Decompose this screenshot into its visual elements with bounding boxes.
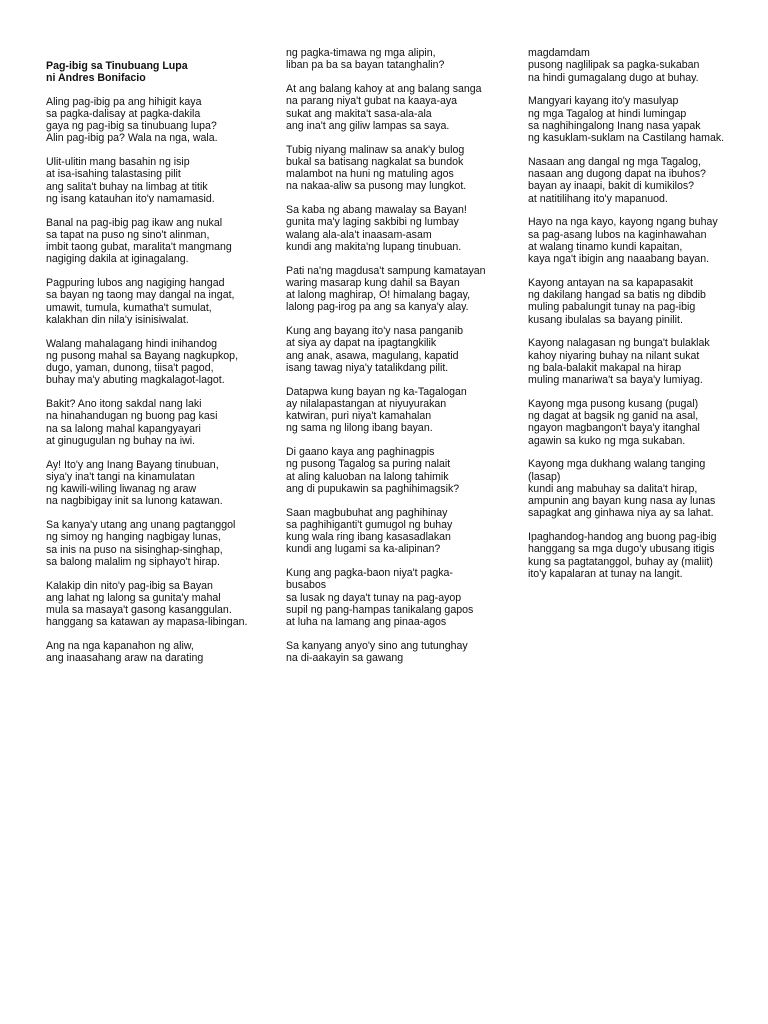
- poem-line: sa pag-asang lubos na kaginhawahan: [528, 228, 707, 241]
- poem-line: hanggang sa mga dugo'y ubusang itigis: [528, 543, 715, 556]
- poem-line: Kalakip din nito'y pag-ibig sa Bayan: [46, 579, 213, 592]
- poem-line: buhay ma'y abuting magkalagot-lagot.: [46, 374, 225, 387]
- poem-line: na hinahandugan ng buong pag kasi: [46, 410, 218, 423]
- poem-line: at walang tinamo kundi kapaitan,: [528, 240, 683, 253]
- poem-line: Tubig niyang malinaw sa anak'y bulog: [286, 143, 465, 156]
- poem-line: ang di pupukawin sa paghihimagsik?: [286, 482, 460, 495]
- poem-line: ay nilalapastangan at niyuyurakan: [286, 397, 447, 410]
- poem-line: ng isang katauhan ito'y namamasid.: [46, 192, 215, 205]
- poem-line: Ang na nga kapanahon ng aliw,: [46, 640, 194, 652]
- stanza: [286, 325, 490, 374]
- stanza: [528, 531, 732, 580]
- poem-line: ngayon magbangon't baya'y itanghal: [528, 422, 700, 435]
- poem-line: sa naghihingalong Inang nasa yapak: [528, 119, 701, 132]
- poem-line: ampunin ang bayan kung nasa ay lunas: [528, 495, 716, 507]
- stanza: [46, 217, 250, 266]
- poem-line: gaya ng pag-ibig sa tinubuang lupa?: [46, 120, 217, 132]
- poem-line: at natitilihang ito'y mapanuod.: [528, 192, 668, 205]
- poem-line: at ginugugulan ng buhay na iwi.: [46, 434, 196, 447]
- poem-line: Kung ang pagka-baon niya't pagka-busabos: [286, 567, 453, 592]
- stanza: [46, 580, 250, 629]
- stanza: [528, 277, 732, 326]
- poem-line: agawin sa kuko ng mga sukaban.: [528, 434, 686, 447]
- poem-line: ang ina't ang giliw lampas sa saya.: [286, 119, 450, 132]
- poem-line: kaya nga't ibigin ang naaabang bayan.: [528, 253, 710, 265]
- poem-line: kusang ibulalas sa bayang pinilit.: [528, 313, 683, 326]
- poem-line: Ay! Ito'y ang Inang Bayang tinubuan,: [46, 458, 219, 471]
- poem-line: ang anak, asawa, magulang, kapatid: [286, 349, 459, 362]
- stanza: [46, 156, 250, 205]
- poem-line: mula sa masaya't gasong kasanggulan.: [46, 604, 232, 616]
- stanza: [46, 459, 250, 508]
- stanza: [286, 144, 490, 193]
- poem-line: at aling kaluoban na lalong tahimik: [286, 470, 449, 483]
- poem-line: sa balong malalim ng siphayo't hirap.: [46, 555, 220, 568]
- poem-line: Kayong mga pusong kusang (pugal): [528, 397, 699, 410]
- stanza: [46, 398, 250, 447]
- poem-line: bayan ay inaapi, bakit di kumikilos?: [528, 180, 695, 193]
- poem-line: ng kawili-wiling liwanag ng araw: [46, 483, 197, 495]
- poem-line: at luha na lamang ang pinaa-agos: [286, 616, 447, 628]
- poem-line: kundi ang lugami sa ka-alipinan?: [286, 543, 441, 556]
- stanza: [286, 507, 490, 556]
- poem-line: ng kasuklam-suklam na Castilang hamak.: [528, 132, 725, 144]
- poem-line: supil ng pang-hampas tanikalang gapos: [286, 603, 474, 616]
- stanza: [46, 338, 250, 387]
- poem-line: sa paghihiganti't gumugol ng buhay: [286, 518, 453, 531]
- poem-line: at lalong maghirap, O! himalang bagay,: [286, 289, 471, 301]
- poem-line: ng dagat at bagsik ng ganid na asal,: [528, 410, 699, 422]
- poem-line: Hayo na nga kayo, kayong ngang buhay: [528, 216, 718, 229]
- poem-column-1: [46, 60, 250, 676]
- poem-line: ng dakilang hangad sa batis ng dibdib: [528, 289, 706, 301]
- poem-line: Pati na'ng magdusa't sampung kamatayan: [286, 264, 486, 277]
- stanza: [46, 96, 250, 145]
- stanza: [286, 83, 490, 132]
- poem-line: muling manariwa't sa baya'y lumiyag.: [528, 374, 703, 386]
- poem-line: Banal na pag-ibig pag ikaw ang nukal: [46, 216, 223, 229]
- poem-line: ito'y kapalaran at tunay na langit.: [528, 567, 683, 580]
- poem-line: sa inis na puso na sisinghap-singhap,: [46, 543, 223, 556]
- poem-line: siya'y ina't tangi na kinamulatan: [46, 470, 195, 483]
- poem-line: Bakit? Ano itong sakdal nang laki: [46, 398, 202, 410]
- poem-line: ng pagka-timawa ng mga alipin,: [286, 47, 436, 59]
- poem-line: sa lusak ng daya't tunay na pag-ayop: [286, 591, 462, 604]
- stanza: [286, 446, 490, 495]
- poem-line: ng pusong mahal sa Bayang nagkupkop,: [46, 349, 239, 362]
- poem-line: Alin pag-ibig pa? Wala na nga, wala.: [46, 132, 218, 145]
- poem-line: Sa kanyang anyo'y sino ang tutunghay: [286, 639, 468, 652]
- poem-line: isang tawag niya'y tatalikdang pilit.: [286, 361, 449, 374]
- poem-line: at siya ay dapat na ipagtangkilik: [286, 337, 437, 350]
- poem-line: Aling pag-ibig pa ang hihigit kaya: [46, 95, 202, 108]
- poem-line: na nakaa-aliw sa pusong may lungkot.: [286, 180, 467, 193]
- stanza: [528, 458, 732, 519]
- stanza: [286, 567, 490, 628]
- poem-line: walang ala-ala't inaasam-asam: [286, 228, 432, 241]
- poem-line: nagiging dakila at iginagalang.: [46, 253, 189, 266]
- poem-line: lalong pag-irog pa ang sa kanya'y alay.: [286, 301, 469, 314]
- poem-line: ng sama ng lilong ibang bayan.: [286, 422, 433, 435]
- poem-line: kung wala ring ibang kasasadlakan: [286, 531, 451, 543]
- poem-line: Nasaan ang dangal ng mga Tagalog,: [528, 155, 701, 168]
- poem-line: At ang balang kahoy at ang balang sanga: [286, 83, 482, 95]
- stanza: [286, 386, 490, 435]
- poem-line: ang inaasahang araw na darating: [46, 652, 204, 665]
- stanza: [286, 47, 490, 72]
- poem-line: ng pusong Tagalog sa puring nalait: [286, 458, 451, 471]
- stanza: [286, 640, 490, 665]
- poem-column-2: [286, 47, 490, 676]
- poem-line: na hindi gumagalang dugo at buhay.: [528, 71, 699, 84]
- poem-line: katwiran, puri niya't kamahalan: [286, 410, 432, 422]
- stanza: [528, 337, 732, 386]
- stanza: [46, 640, 250, 665]
- poem-line: Ulit-ulitin mang basahin ng isip: [46, 156, 190, 168]
- poem-column-3: [528, 47, 732, 592]
- poem-line: Kayong mga dukhang walang tanging (lasap): [528, 458, 706, 483]
- poem-line: Mangyari kayang ito'y masulyap: [528, 95, 679, 108]
- poem-line: nasaan ang dugong dapat na ibuhos?: [528, 168, 706, 180]
- poem-line: kahoy niyaring buhay na nilant sukat: [528, 349, 700, 362]
- poem-line: hanggang sa katawan ay mapasa-libingan.: [46, 616, 248, 629]
- poem-author: ni Andres Bonifacio: [46, 72, 146, 85]
- poem-header: [46, 60, 250, 85]
- poem-line: sukat ang makita't sasa-ala-ala: [286, 107, 432, 120]
- stanza: [528, 95, 732, 144]
- poem-line: Sa kaba ng abang mawalay sa Bayan!: [286, 204, 467, 216]
- poem-line: na parang niya't gubat na kaaya-aya: [286, 95, 458, 108]
- poem-line: ang lahat ng lalong sa gunita'y mahal: [46, 591, 221, 604]
- poem-line: kundi ang makita'ng lupang tinubuan.: [286, 240, 462, 253]
- poem-line: imbit taong gubat, maralita't mangmang: [46, 241, 232, 253]
- poem-line: kundi ang mabuhay sa dalita't hirap,: [528, 482, 698, 495]
- poem-line: na sa lalong mahal kapangyayari: [46, 422, 201, 435]
- poem-line: kalakhan din nila'y isinisiwalat.: [46, 313, 189, 326]
- stanza: [46, 277, 250, 326]
- poem-line: Di gaano kaya ang paghinagpis: [286, 446, 435, 458]
- stanza: [528, 216, 732, 265]
- stanza: [286, 204, 490, 253]
- poem-line: na nagbibigay init sa lunong katawan.: [46, 495, 223, 508]
- poem-line: gunita ma'y laging sakbibi ng lumbay: [286, 216, 459, 229]
- poem-line: sapagkat ang ginhawa niya ay sa lahat.: [528, 507, 714, 520]
- poem-line: bukal sa batisang nagkalat sa bundok: [286, 155, 464, 168]
- poem-line: sa bayan ng taong may dangal na ingat,: [46, 289, 235, 302]
- poem-line: Datapwa kung bayan ng ka-Tagalogan: [286, 385, 467, 398]
- poem-line: ng simoy ng hanging nagbigay lunas,: [46, 531, 221, 544]
- poem-title: Pag-ibig sa Tinubuang Lupa: [46, 60, 188, 72]
- poem-line: umawit, tumula, kumatha't sumulat,: [46, 301, 212, 314]
- stanza: [528, 47, 732, 84]
- poem-line: Kung ang bayang ito'y nasa panganib: [286, 325, 463, 337]
- stanza: [528, 398, 732, 447]
- poem-line: ang salita't buhay na limbag at titik: [46, 180, 208, 193]
- poem-line: dugo, yaman, dunong, tiisa't pagod,: [46, 362, 214, 374]
- poem-line: Saan magbubuhat ang paghihinay: [286, 506, 448, 519]
- poem-line: na di-aakayin sa gawang: [286, 652, 404, 664]
- poem-line: kung sa pagtatanggol, buhay ay (maliit): [528, 555, 713, 568]
- poem-line: waring masarap kung dahil sa Bayan: [286, 276, 460, 289]
- poem-line: Kayong nalagasan ng bunga't bulaklak: [528, 337, 710, 350]
- poem-line: Sa kanya'y utang ang unang pagtanggol: [46, 519, 236, 531]
- poem-line: sa tapat na puso ng sino't alinman,: [46, 228, 210, 241]
- stanza: [286, 265, 490, 314]
- poem-line: malambot na huni ng matuling agos: [286, 168, 454, 180]
- poem-line: liban pa ba sa bayan tatanghalin?: [286, 59, 445, 72]
- poem-line: muling pabalungit tunay na pag-ibig: [528, 301, 696, 314]
- poem-line: Pagpuring lubos ang nagiging hangad: [46, 277, 225, 289]
- stanza: [46, 519, 250, 568]
- poem-line: ng mga Tagalog at hindi lumingap: [528, 107, 687, 120]
- poem-line: at isa-isahing talastasing pilit: [46, 168, 181, 181]
- poem-line: sa pagka-dalisay at pagka-dakila: [46, 107, 201, 120]
- poem-line: magdamdam: [528, 47, 590, 59]
- stanza: [528, 156, 732, 205]
- poem-line: Kayong antayan na sa kapapasakit: [528, 276, 693, 289]
- poem-line: Ipaghandog-handog ang buong pag-ibig: [528, 531, 717, 543]
- poem-line: ng bala-balakit makapal na hirap: [528, 361, 682, 374]
- poem-line: pusong naglilipak sa pagka-sukaban: [528, 59, 700, 72]
- poem-line: Walang mahalagang hindi inihandog: [46, 337, 217, 350]
